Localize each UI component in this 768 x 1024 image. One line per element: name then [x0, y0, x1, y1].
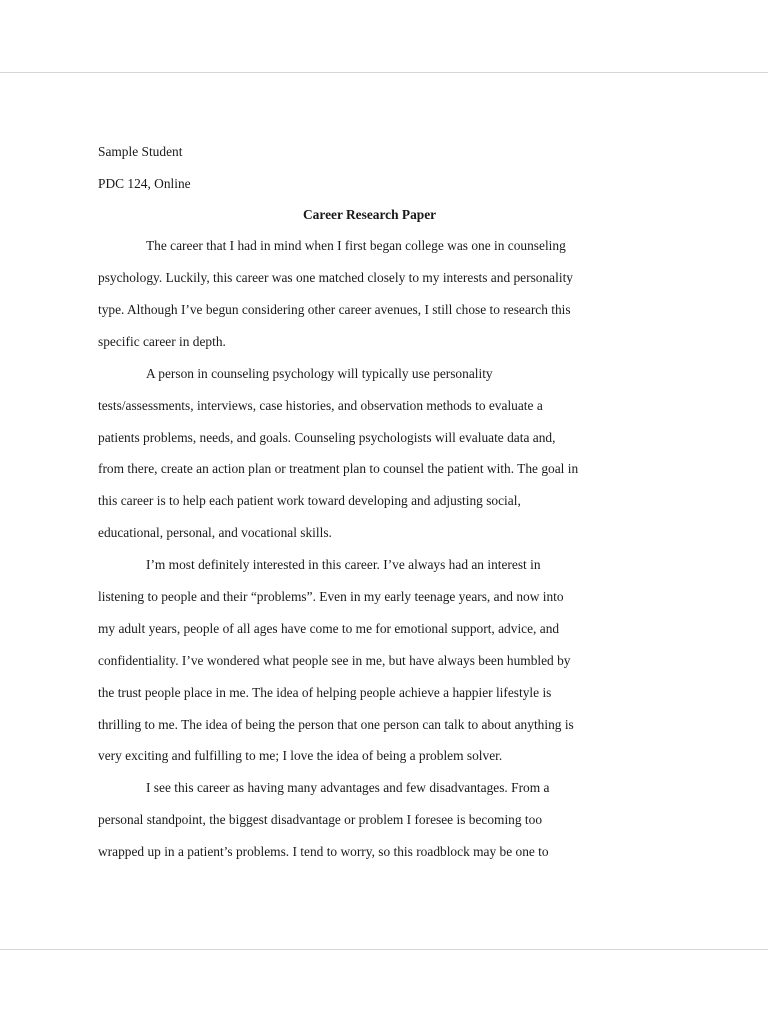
text-line: from there, create an action plan or treatment plan to counsel the patient with. The goal in [98, 461, 579, 476]
text-line: tests/assessments, interviews, case histories, and observation methods to evaluate a [98, 398, 543, 413]
text-line: A person in counseling psychology will typically use personality [146, 366, 493, 381]
text-line: patients problems, needs, and goals. Counseling psychologists will evaluate data and, [98, 430, 556, 445]
text-line: listening to people and their “problems”. Even in my early teenage years, and now into [98, 589, 564, 604]
text-line: type. Although I’ve begun considering other career avenues, I still chose to research this [98, 302, 571, 317]
text-line: my adult years, people of all ages have come to me for emotional support, advice, and [98, 621, 560, 636]
text-line: this career is to help each patient work toward developing and adjusting social, [98, 493, 521, 508]
author-line: Sample Student [98, 144, 183, 159]
text-line: the trust people place in me. The idea of helping people achieve a happier lifestyle is [98, 685, 552, 700]
text-line: I’m most definitely interested in this career. I’ve always had an interest in [146, 557, 541, 572]
text-line: very exciting and fulfilling to me; I love the idea of being a problem solver. [98, 748, 503, 763]
text-line: I see this career as having many advantages and few disadvantages. From a [146, 780, 550, 795]
text-line: thrilling to me. The idea of being the person that one person can talk to about anything is [98, 717, 574, 732]
text-line: personal standpoint, the biggest disadvantage or problem I foresee is becoming too [98, 812, 543, 827]
text-line: wrapped up in a patient’s problems. I tend to worry, so this roadblock may be one to [98, 844, 549, 859]
text-line: educational, personal, and vocational skills. [98, 525, 332, 540]
text-line: The career that I had in mind when I first began college was one in counseling [146, 238, 566, 253]
text-line: psychology. Luckily, this career was one matched closely to my interests and personality [98, 270, 573, 285]
text-line: specific career in depth. [98, 334, 226, 349]
course-line: PDC 124, Online [98, 176, 191, 191]
text-line: confidentiality. I’ve wondered what people see in me, but have always been humbled by [98, 653, 571, 668]
paper-title: Career Research Paper [303, 207, 437, 222]
